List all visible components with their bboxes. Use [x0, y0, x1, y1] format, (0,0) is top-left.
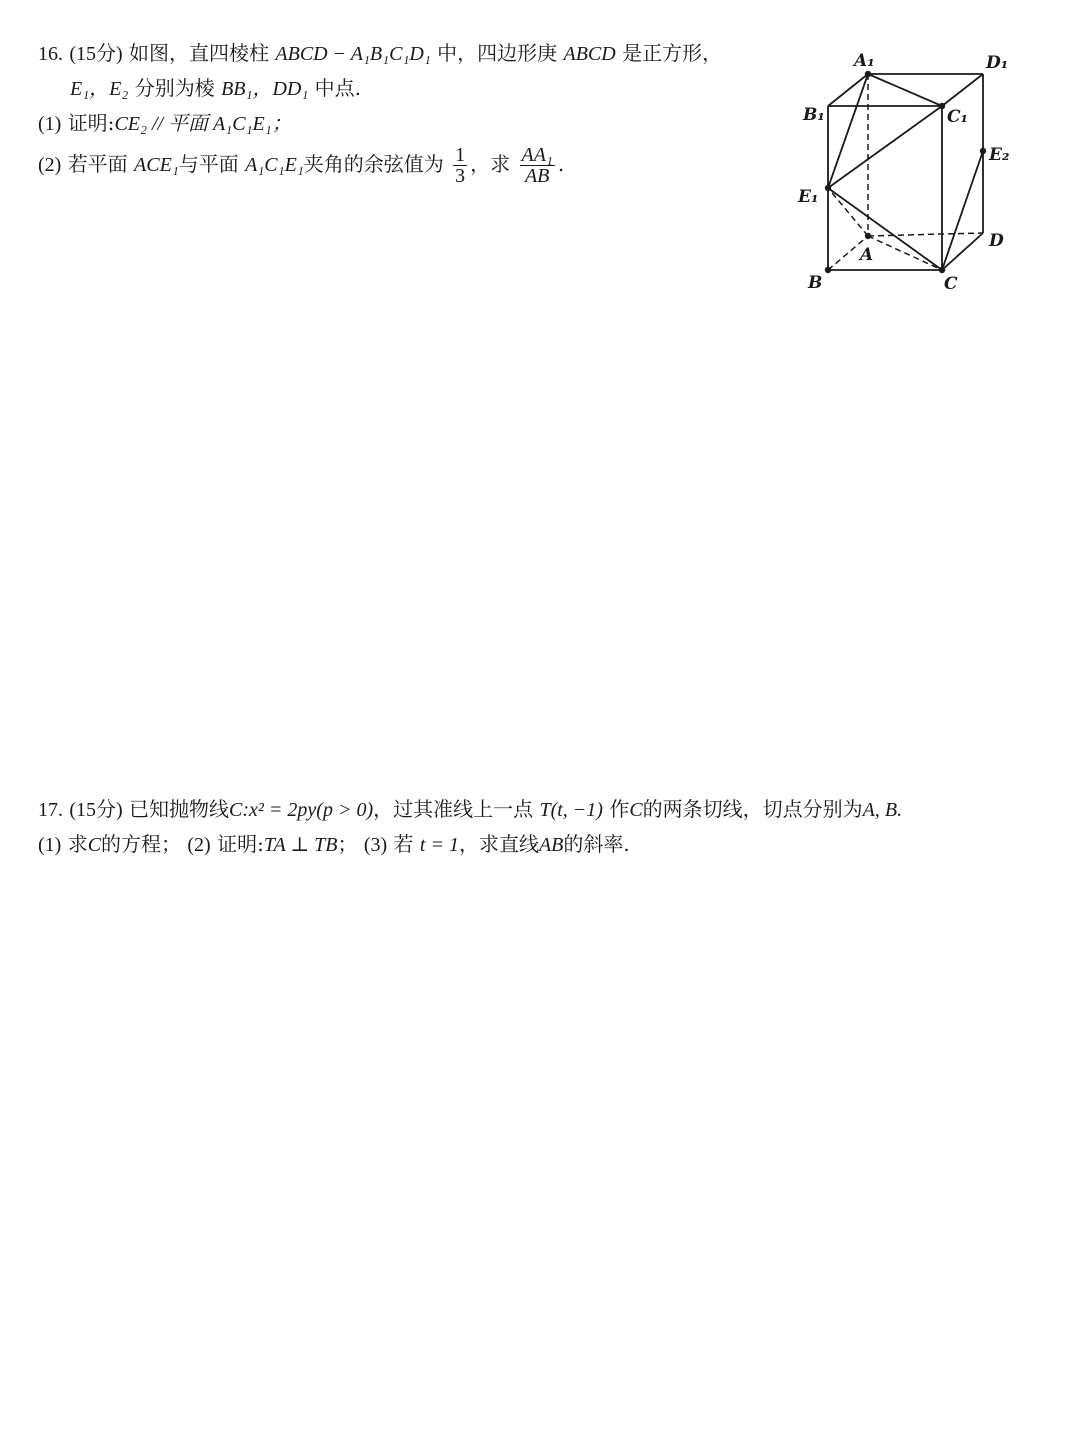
q17-var: C — [629, 799, 643, 821]
q17-perpendicular: TA ⊥ TB — [263, 834, 338, 856]
edge-e1-c — [828, 188, 942, 270]
prism-diagram — [770, 40, 1040, 300]
q17-text: ，过其准线上一点 — [373, 797, 534, 821]
q16-text: . — [557, 152, 565, 176]
dot-e1 — [825, 185, 831, 191]
q17-text: 的斜率. — [563, 832, 630, 856]
q17-text: 的两条切线，切点分别为 — [642, 797, 863, 821]
question-17 — [38, 792, 902, 862]
q16-part1-statement: CE₂ // 平面 A₁C₁E₁； — [114, 113, 292, 135]
q17-part2-label: (2) — [187, 834, 211, 856]
q17-line-ab: AB — [538, 834, 564, 856]
label-d1: D₁ — [986, 53, 1009, 73]
label-d: D — [989, 231, 1004, 251]
label-a1: A₁ — [854, 51, 875, 71]
q17-tangent-points: A, B. — [862, 799, 903, 821]
dot-b — [825, 267, 831, 273]
q17-point: T(t, −1) — [539, 799, 603, 821]
label-c1: C₁ — [947, 107, 968, 127]
q16-number: 16. — [38, 43, 63, 65]
q16-line-1 — [38, 36, 722, 71]
q17-text: 的方程； — [101, 832, 182, 856]
dot-c — [939, 267, 945, 273]
label-b: B — [808, 273, 823, 293]
fraction-numerator: 1 — [455, 144, 466, 166]
q16-text: ，求 — [470, 152, 511, 176]
q16-text: 中点. — [314, 76, 362, 100]
q16-text: 与平面 — [178, 152, 239, 176]
edge-a1-c1 — [868, 74, 942, 106]
prism-figure — [770, 40, 1040, 300]
q17-parabola: C:x² = 2py(p > 0) — [229, 799, 374, 821]
question-16 — [38, 36, 722, 186]
edge-a-c — [868, 236, 942, 270]
q17-part1-label: (1) — [38, 834, 62, 856]
q16-square: ABCD — [563, 43, 616, 65]
q16-edges: BB₁，DD₁ — [221, 78, 309, 100]
q16-part1-label: (1) — [38, 113, 62, 135]
q17-var: C — [87, 834, 102, 856]
dot-a1 — [865, 71, 871, 77]
dot-e2 — [980, 148, 986, 154]
label-b1: B₁ — [803, 105, 825, 125]
dot-a — [865, 233, 871, 239]
q16-text: 若平面 — [67, 152, 128, 176]
q17-text: 求 — [67, 832, 88, 856]
q16-text: 中，四边形庚 — [437, 41, 558, 65]
edge-c1-d1 — [942, 74, 983, 106]
fraction-ratio — [520, 145, 555, 186]
fraction-denominator: AB — [524, 165, 550, 187]
q17-line-1 — [38, 792, 902, 827]
label-c: C — [944, 274, 958, 294]
q16-plane-1: ACE₁ — [134, 154, 179, 176]
dot-c1 — [939, 103, 945, 109]
label-e2: E₂ — [989, 145, 1010, 165]
q16-text: 是正方形， — [622, 41, 723, 65]
q17-text: ； — [337, 832, 358, 856]
fraction-denominator: 3 — [455, 165, 466, 187]
q16-part-2 — [38, 145, 722, 186]
q17-text: 已知抛物线 — [129, 797, 230, 821]
q16-points: E₁，E₂ — [70, 78, 129, 100]
q16-part-1 — [38, 106, 722, 141]
q16-text: 证明: — [67, 111, 115, 135]
q17-text: 证明: — [217, 832, 264, 856]
label-a: A — [860, 245, 874, 265]
q17-score: (15分) — [69, 799, 123, 821]
q17-part3-label: (3) — [363, 834, 388, 856]
q16-plane-2: A₁C₁E₁ — [245, 154, 304, 176]
q17-text: 若 — [393, 832, 414, 856]
q16-prism: ABCD − A₁B₁C₁D₁ — [275, 43, 431, 65]
fraction-numerator: AA₁ — [521, 144, 553, 166]
label-e1: E₁ — [798, 187, 819, 207]
q16-text: 夹角的余弦值为 — [303, 152, 444, 176]
q16-text: 分别为棱 — [134, 76, 215, 100]
q17-number: 17. — [38, 799, 63, 821]
q16-part2-label: (2) — [38, 154, 62, 176]
q16-score: (15分) — [69, 43, 123, 65]
edge-c1-e1 — [828, 106, 942, 188]
q16-line-2 — [38, 71, 722, 106]
edge-a-d — [868, 233, 983, 236]
q17-condition: t = 1 — [419, 834, 459, 856]
fraction-one-third — [453, 145, 467, 186]
q17-text: ，求直线 — [458, 832, 539, 856]
solid-edges — [828, 74, 983, 270]
q17-line-2 — [38, 827, 902, 862]
q16-text: 如图，直四棱柱 — [129, 41, 270, 65]
q17-text: 作 — [609, 797, 630, 821]
